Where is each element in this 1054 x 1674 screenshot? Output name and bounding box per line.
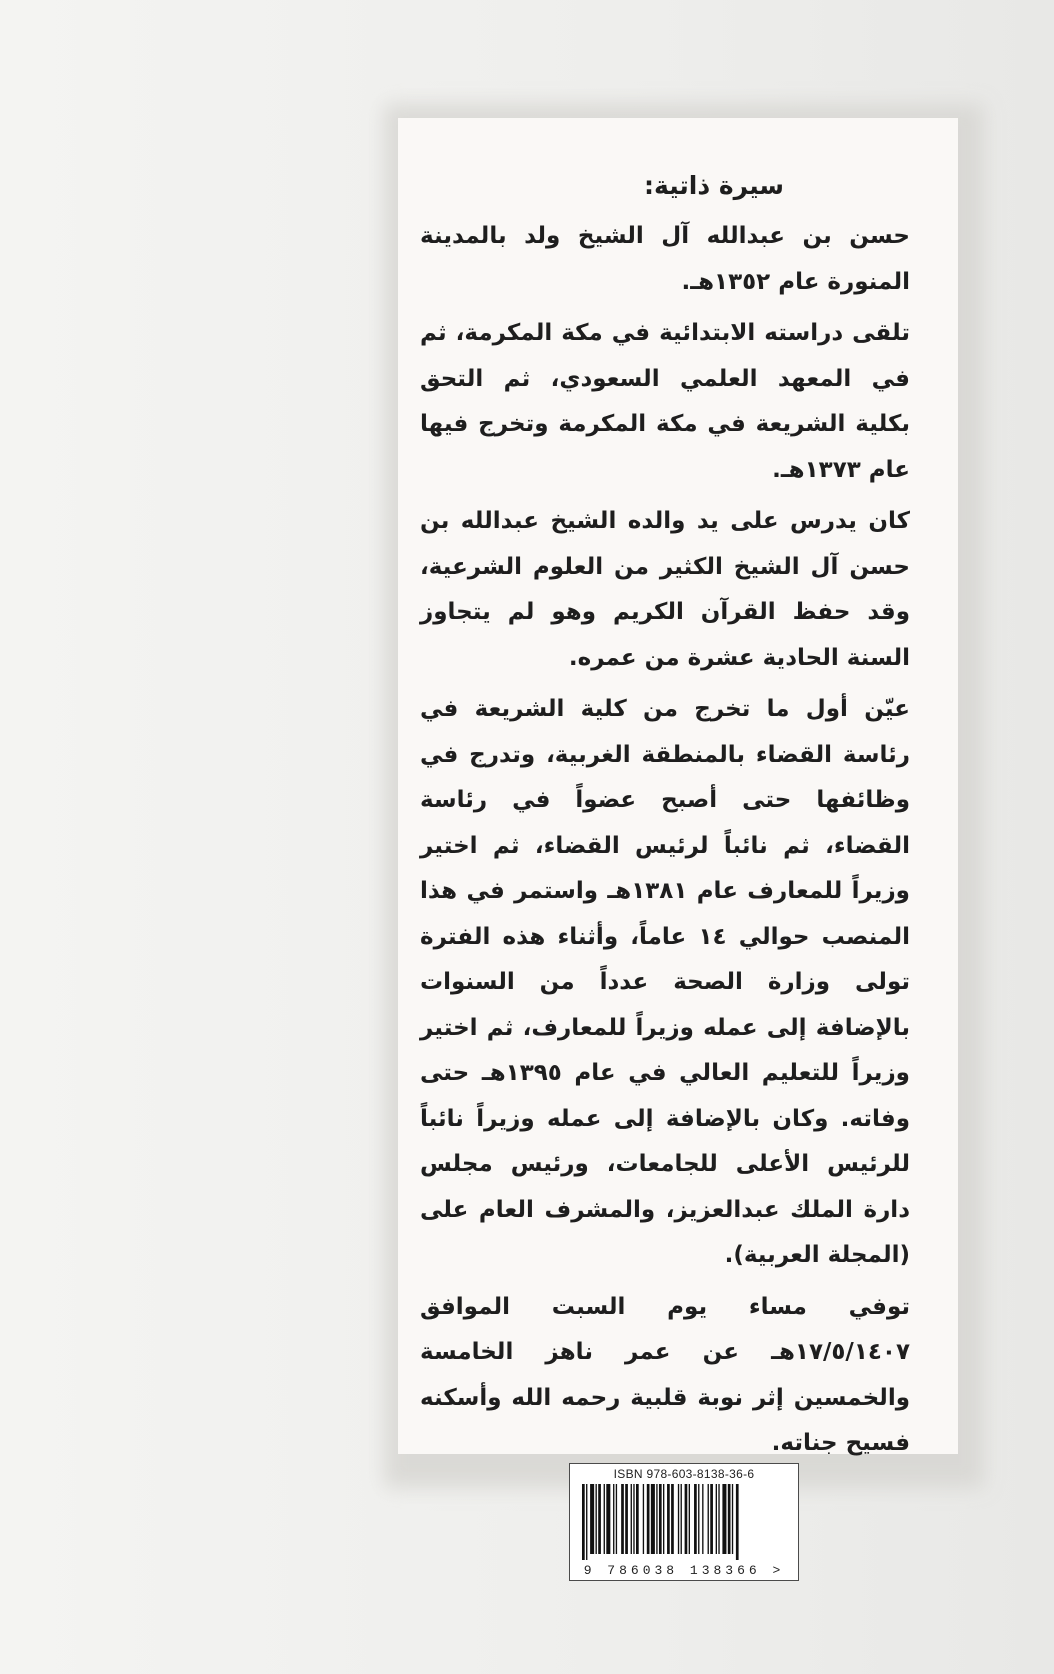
barcode-bar [694, 1484, 697, 1554]
barcode-bar [616, 1484, 617, 1554]
barcode-bar [631, 1484, 632, 1554]
biography-paragraph-career: عيّن أول ما تخرج من كلية الشريعة في رئاسة القضاء بالمنطقة الغربية، وتدرج في وظائفها حتى أصبح عضواً في رئاسة القضاء، ثم نائباً لرئيس القضاء، ثم اختير وزيراً للمعارف عام ١٣٨١هـ واستمر في هذا المنصب حوالي ١٤ عاماً، وأثناء هذه الفترة تولى وزارة الصحة عدداً من السنوات بالإضافة إلى عمله وزيراً للمعارف، ثم اختير وزيراً للتعليم العالي في عام ١٣٩٥هـ حتى وفاته. وكان بالإضافة إلى عمله وزيراً نائباً للرئيس الأعلى للجامعات، ورئيس مجلس دارة الملك عبدالعزيز، والمشرف العام على (المجلة العربية). [420, 696, 910, 1268]
barcode-bar [647, 1484, 650, 1554]
barcode-bar [728, 1484, 731, 1554]
barcode-bar [667, 1484, 670, 1554]
barcode-bar [604, 1484, 605, 1554]
barcode-bar [596, 1484, 597, 1554]
isbn-barcode [569, 1463, 799, 1581]
biography-heading: سيرة ذاتية: [644, 171, 784, 200]
barcode-bar [710, 1484, 713, 1554]
barcode-bar [582, 1484, 585, 1560]
barcode-bar [681, 1484, 682, 1554]
barcode-bar [606, 1484, 610, 1554]
barcode-bar [621, 1484, 624, 1554]
barcode-bar [651, 1484, 655, 1554]
barcode-bar [708, 1484, 709, 1554]
biography-paragraph-birth: حسن بن عبدالله آل الشيخ ولد بالمدينة المنورة عام ١٣٥٢هـ. [420, 223, 910, 295]
barcode-bar [598, 1484, 601, 1554]
barcode-bar [656, 1484, 657, 1554]
barcode-bar [659, 1484, 662, 1554]
barcode-digits: 9 786038 138366 > [572, 1563, 796, 1578]
barcode-bar [722, 1484, 726, 1554]
barcode-bars [580, 1484, 788, 1560]
barcode-bar [702, 1484, 703, 1554]
barcode-bar [633, 1484, 634, 1554]
barcode-bar [678, 1484, 679, 1554]
barcode-bar [643, 1484, 644, 1554]
barcode-bar [636, 1484, 639, 1554]
isbn-label: ISBN 978-603-8138-36-6 [613, 1467, 755, 1481]
barcode-bar [590, 1484, 594, 1554]
barcode-bar [698, 1484, 699, 1554]
biography-paragraph-death: توفي مساء يوم السبت الموافق ١٧/٥/١٤٠٧هـ عن عمر ناهز الخامسة والخمسين إثر نوبة قلبية رحمه الله وأسكنه فسيح جناته. [420, 1293, 910, 1456]
barcode-bar [736, 1484, 739, 1560]
barcode-bar [732, 1484, 733, 1554]
barcode-bar [613, 1484, 614, 1554]
barcode-bar [625, 1484, 628, 1554]
barcode-bar [586, 1484, 587, 1560]
barcode-bar [718, 1484, 719, 1554]
barcode-bar [685, 1484, 688, 1554]
barcode-bar [663, 1484, 664, 1554]
barcode-bar [716, 1484, 717, 1554]
biography-panel [398, 118, 958, 1454]
biography-paragraph-education: تلقى دراسته الابتدائية في مكة المكرمة، ثم في المعهد العلمي السعودي، ثم التحق بكلية الشريعة في مكة المكرمة وتخرج فيها عام ١٣٧٣هـ. [420, 320, 910, 483]
barcode-bar [671, 1484, 674, 1554]
barcode-bar [689, 1484, 690, 1554]
biography-paragraph-study: كان يدرس على يد والده الشيخ عبدالله بن حسن آل الشيخ الكثير من العلوم الشرعية، وقد حفظ القرآن الكريم وهو لم يتجاوز السنة الحادية عشرة من عمره. [420, 508, 910, 671]
